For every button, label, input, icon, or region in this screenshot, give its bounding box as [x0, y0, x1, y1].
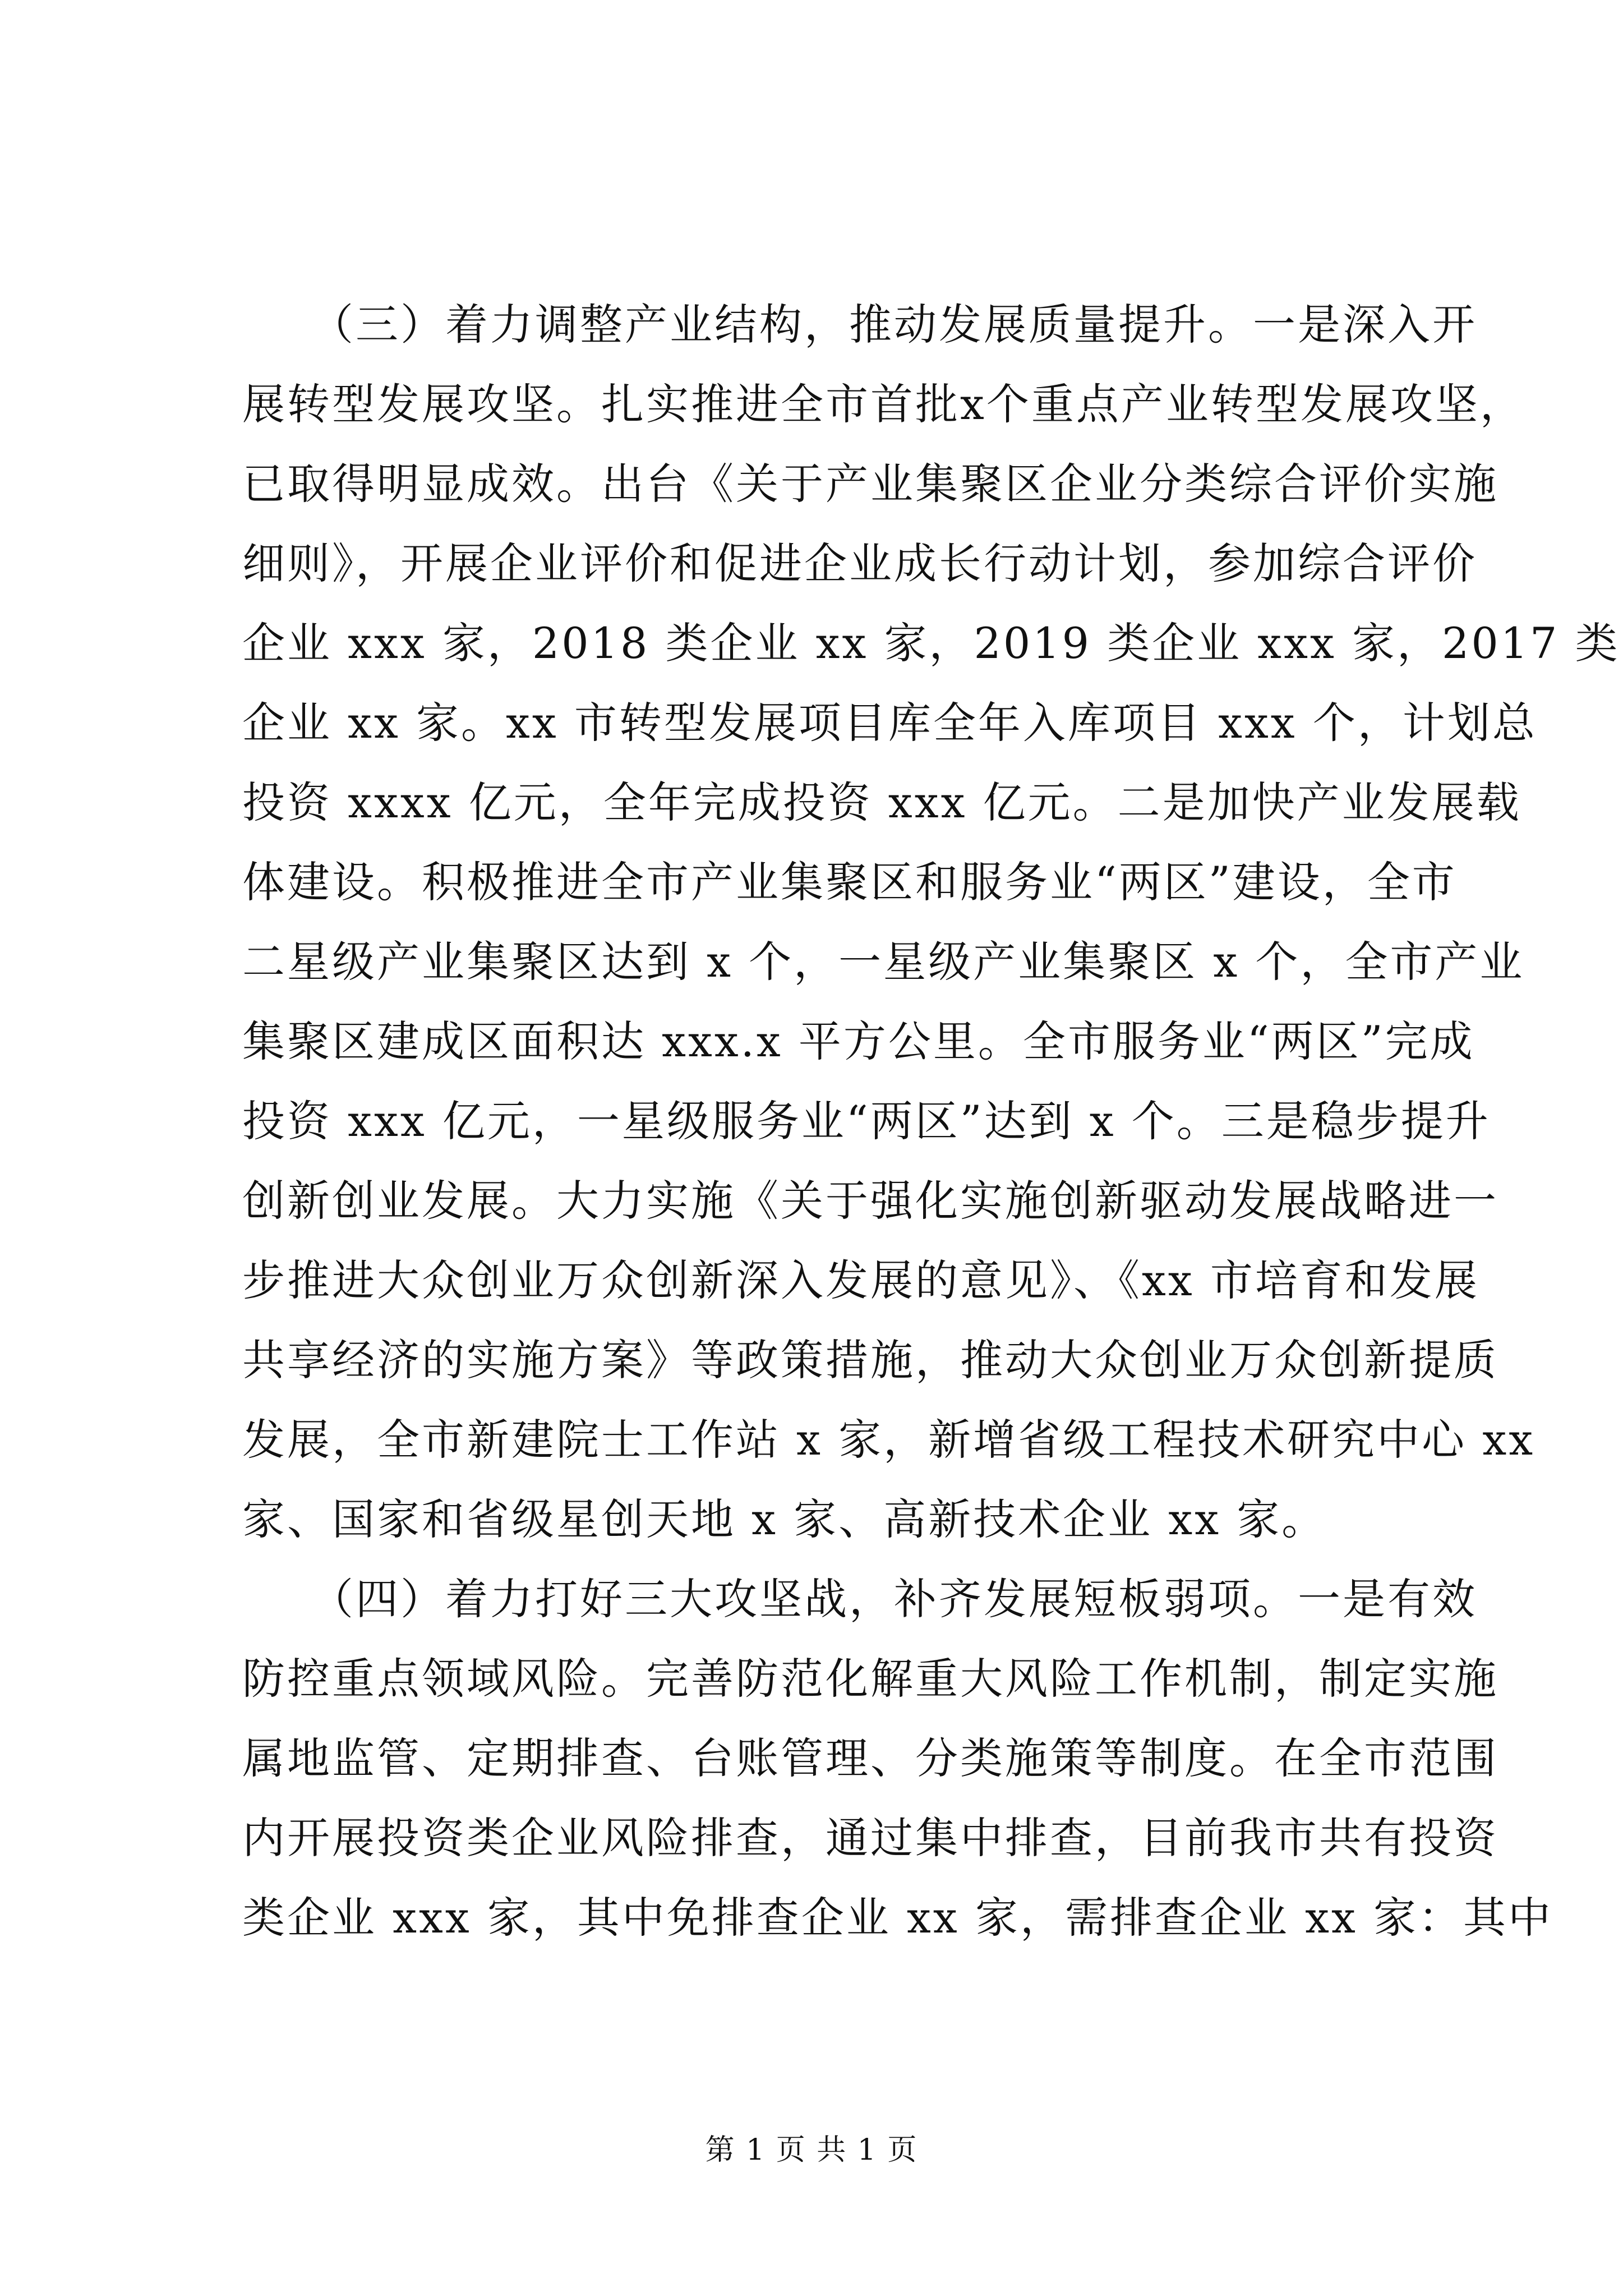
text-line: 内开展投资类企业风险排查，通过集中排查，目前我市共有投资 — [242, 1813, 1498, 1863]
text-line: 已取得明显成效。出台《关于产业集聚区企业分类综合评价实施 — [242, 459, 1498, 509]
text-line: 企业 xxx 家，2018 类企业 xx 家，2019 类企业 xxx 家，2017 类 — [242, 618, 1620, 668]
text-line: 家、国家和省级星创天地 x 家、高新技术企业 xx 家。 — [242, 1494, 1327, 1544]
text-line: 展转型发展攻坚。扎实推进全市首批x个重点产业转型发展攻坚， — [242, 379, 1525, 429]
text-line: 投资 xxx 亿元，一星级服务业“两区”达到 x 个。三是稳步提升 — [242, 1096, 1491, 1146]
text-line: 企业 xx 家。xx 市转型发展项目库全年入库项目 xxx 个，计划总 — [242, 698, 1537, 748]
text-line: 集聚区建成区面积达 xxx.x 平方公里。全市服务业“两区”完成 — [242, 1016, 1475, 1066]
page-footer: 第 1 页 共 1 页 — [705, 2133, 918, 2167]
text-line: 共享经济的实施方案》等政策措施，推动大众创业万众创新提质 — [242, 1335, 1498, 1385]
text-line: 发展，全市新建院士工作站 x 家，新增省级工程技术研究中心 xx — [242, 1415, 1536, 1465]
text-line: 投资 xxxx 亿元，全年完成投资 xxx 亿元。二是加快产业发展载 — [242, 777, 1521, 827]
text-line: 防控重点领域风险。完善防范化解重大风险工作机制，制定实施 — [242, 1654, 1498, 1704]
text-line: （三）着力调整产业结构，推动发展质量提升。一是深入开 — [242, 300, 1477, 349]
text-line: 类企业 xxx 家，其中免排查企业 xx 家，需排查企业 xx 家：其中 — [242, 1893, 1553, 1943]
text-line: 二星级产业集聚区达到 x 个，一星级产业集聚区 x 个，全市产业 — [242, 937, 1525, 987]
text-line: 属地监管、定期排查、台账管理、分类施策等制度。在全市范围 — [242, 1733, 1498, 1783]
text-line: 细则》，开展企业评价和促进企业成长行动计划，参加综合评价 — [242, 539, 1477, 588]
text-line: （四）着力打好三大攻坚战，补齐发展短板弱项。一是有效 — [242, 1574, 1477, 1624]
text-line: 步推进大众创业万众创新深入发展的意见》、《xx 市培育和发展 — [242, 1255, 1479, 1305]
text-line: 创新创业发展。大力实施《关于强化实施创新驱动发展战略进一 — [242, 1176, 1498, 1226]
text-line: 体建设。积极推进全市产业集聚区和服务业“两区”建设，全市 — [242, 857, 1457, 907]
